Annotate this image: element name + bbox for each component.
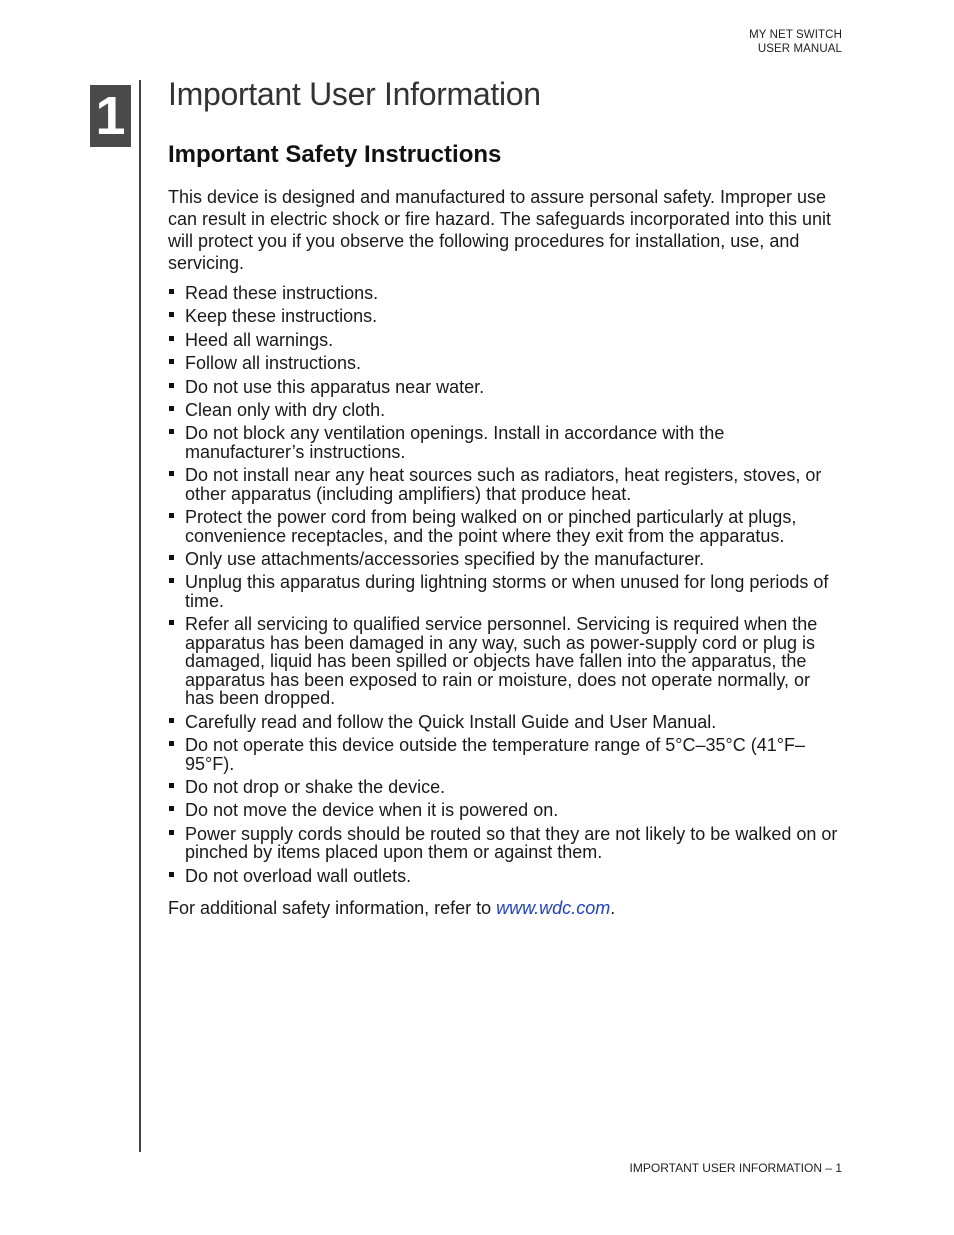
list-item-text: Carefully read and follow the Quick Install Guide and User Manual. [185, 711, 717, 732]
square-bullet-icon [169, 406, 174, 411]
square-bullet-icon [169, 471, 174, 476]
square-bullet-icon [169, 806, 174, 811]
page-footer: IMPORTANT USER INFORMATION – 1 [629, 1161, 842, 1175]
square-bullet-icon [169, 429, 174, 434]
intro-paragraph: This device is designed and manufactured to assure personal safety. Improper use can result in electric shock or fire hazard. The safeguards incorporated into this unit will protect you if you observe the following procedures for installation, use, and servicing. [168, 187, 832, 273]
additional-info-period: . [610, 898, 616, 919]
wdc-website-link[interactable]: www.wdc.com [496, 898, 611, 919]
running-header [749, 28, 842, 56]
additional-info-paragraph [168, 897, 840, 919]
list-item-text: Keep these instructions. [185, 306, 378, 327]
list-item-text: Protect the power cord from being walked on or pinched particularly at plugs, convenience receptacles, and the point where they exit from the apparatus. [185, 507, 797, 546]
list-item-text: Read these instructions. [185, 283, 379, 303]
square-bullet-icon [169, 312, 174, 317]
list-item-text: Do not operate this device outside the temperature range of 5°C–35°C (41°F–95°F). [185, 735, 805, 774]
list-item [168, 401, 840, 420]
square-bullet-icon [169, 383, 174, 388]
vertical-divider [139, 80, 141, 1152]
safety-instruction-list [168, 284, 840, 885]
list-item [168, 615, 840, 708]
additional-info-text: For additional safety information, refer to [168, 898, 497, 919]
list-item [168, 736, 840, 773]
list-item-text: Do not block any ventilation openings. Install in accordance with the manufacturer’s instructions. [185, 423, 725, 462]
square-bullet-icon [169, 555, 174, 560]
list-item [168, 284, 840, 303]
list-item-text: Unplug this apparatus during lightning storms or when unused for long periods of time. [185, 572, 829, 611]
header-document-name: USER MANUAL [757, 43, 842, 55]
square-bullet-icon [169, 513, 174, 518]
list-item [168, 307, 840, 326]
square-bullet-icon [169, 741, 174, 746]
list-item-text: Follow all instructions. [185, 353, 362, 374]
list-item-text: Do not overload wall outlets. [185, 865, 412, 886]
list-item-text: Do not move the device when it is powered on. [185, 800, 559, 821]
square-bullet-icon [169, 289, 174, 294]
square-bullet-icon [169, 830, 174, 835]
list-item [168, 778, 840, 797]
chapter-number-badge: 1 [90, 85, 131, 147]
list-item-text: Only use attachments/accessories specified by the manufacturer. [185, 549, 705, 570]
list-item-text: Clean only with dry cloth. [185, 399, 386, 420]
main-content [168, 72, 840, 919]
list-item [168, 508, 840, 545]
list-item-text: Refer all servicing to qualified service personnel. Servicing is required when the apparatus has been damaged in any way, such as power-supply cord or plug is damaged, liquid has been spilled or objects have fallen into the apparatus, the apparatus has been exposed to rain or moisture, does not operate normally, or has been dropped. [185, 614, 818, 709]
list-item [168, 801, 840, 820]
list-item [168, 825, 840, 862]
list-item [168, 331, 840, 350]
square-bullet-icon [169, 718, 174, 723]
list-item [168, 550, 840, 569]
list-item [168, 424, 840, 461]
list-item [168, 466, 840, 503]
list-item [168, 354, 840, 373]
square-bullet-icon [169, 578, 174, 583]
list-item [168, 713, 840, 732]
list-item [168, 378, 840, 397]
chapter-title: Important User Information [168, 76, 541, 112]
square-bullet-icon [169, 783, 174, 788]
list-item [168, 867, 840, 886]
list-item-text: Do not install near any heat sources such as radiators, heat registers, stoves, or other apparatus (including amplifiers) that produce heat. [185, 465, 822, 504]
square-bullet-icon [169, 336, 174, 341]
square-bullet-icon [169, 359, 174, 364]
list-item [168, 573, 840, 610]
square-bullet-icon [169, 620, 174, 625]
list-item-text: Heed all warnings. [185, 329, 334, 350]
list-item-text: Power supply cords should be routed so that they are not likely to be walked on or pinched by items placed upon them or against them. [185, 823, 838, 863]
header-product-name: MY NET SWITCH [749, 29, 842, 41]
list-item-text: Do not drop or shake the device. [185, 776, 446, 797]
list-item-text: Do not use this apparatus near water. [185, 376, 485, 397]
section-title: Important Safety Instructions [168, 141, 502, 168]
square-bullet-icon [169, 872, 174, 877]
